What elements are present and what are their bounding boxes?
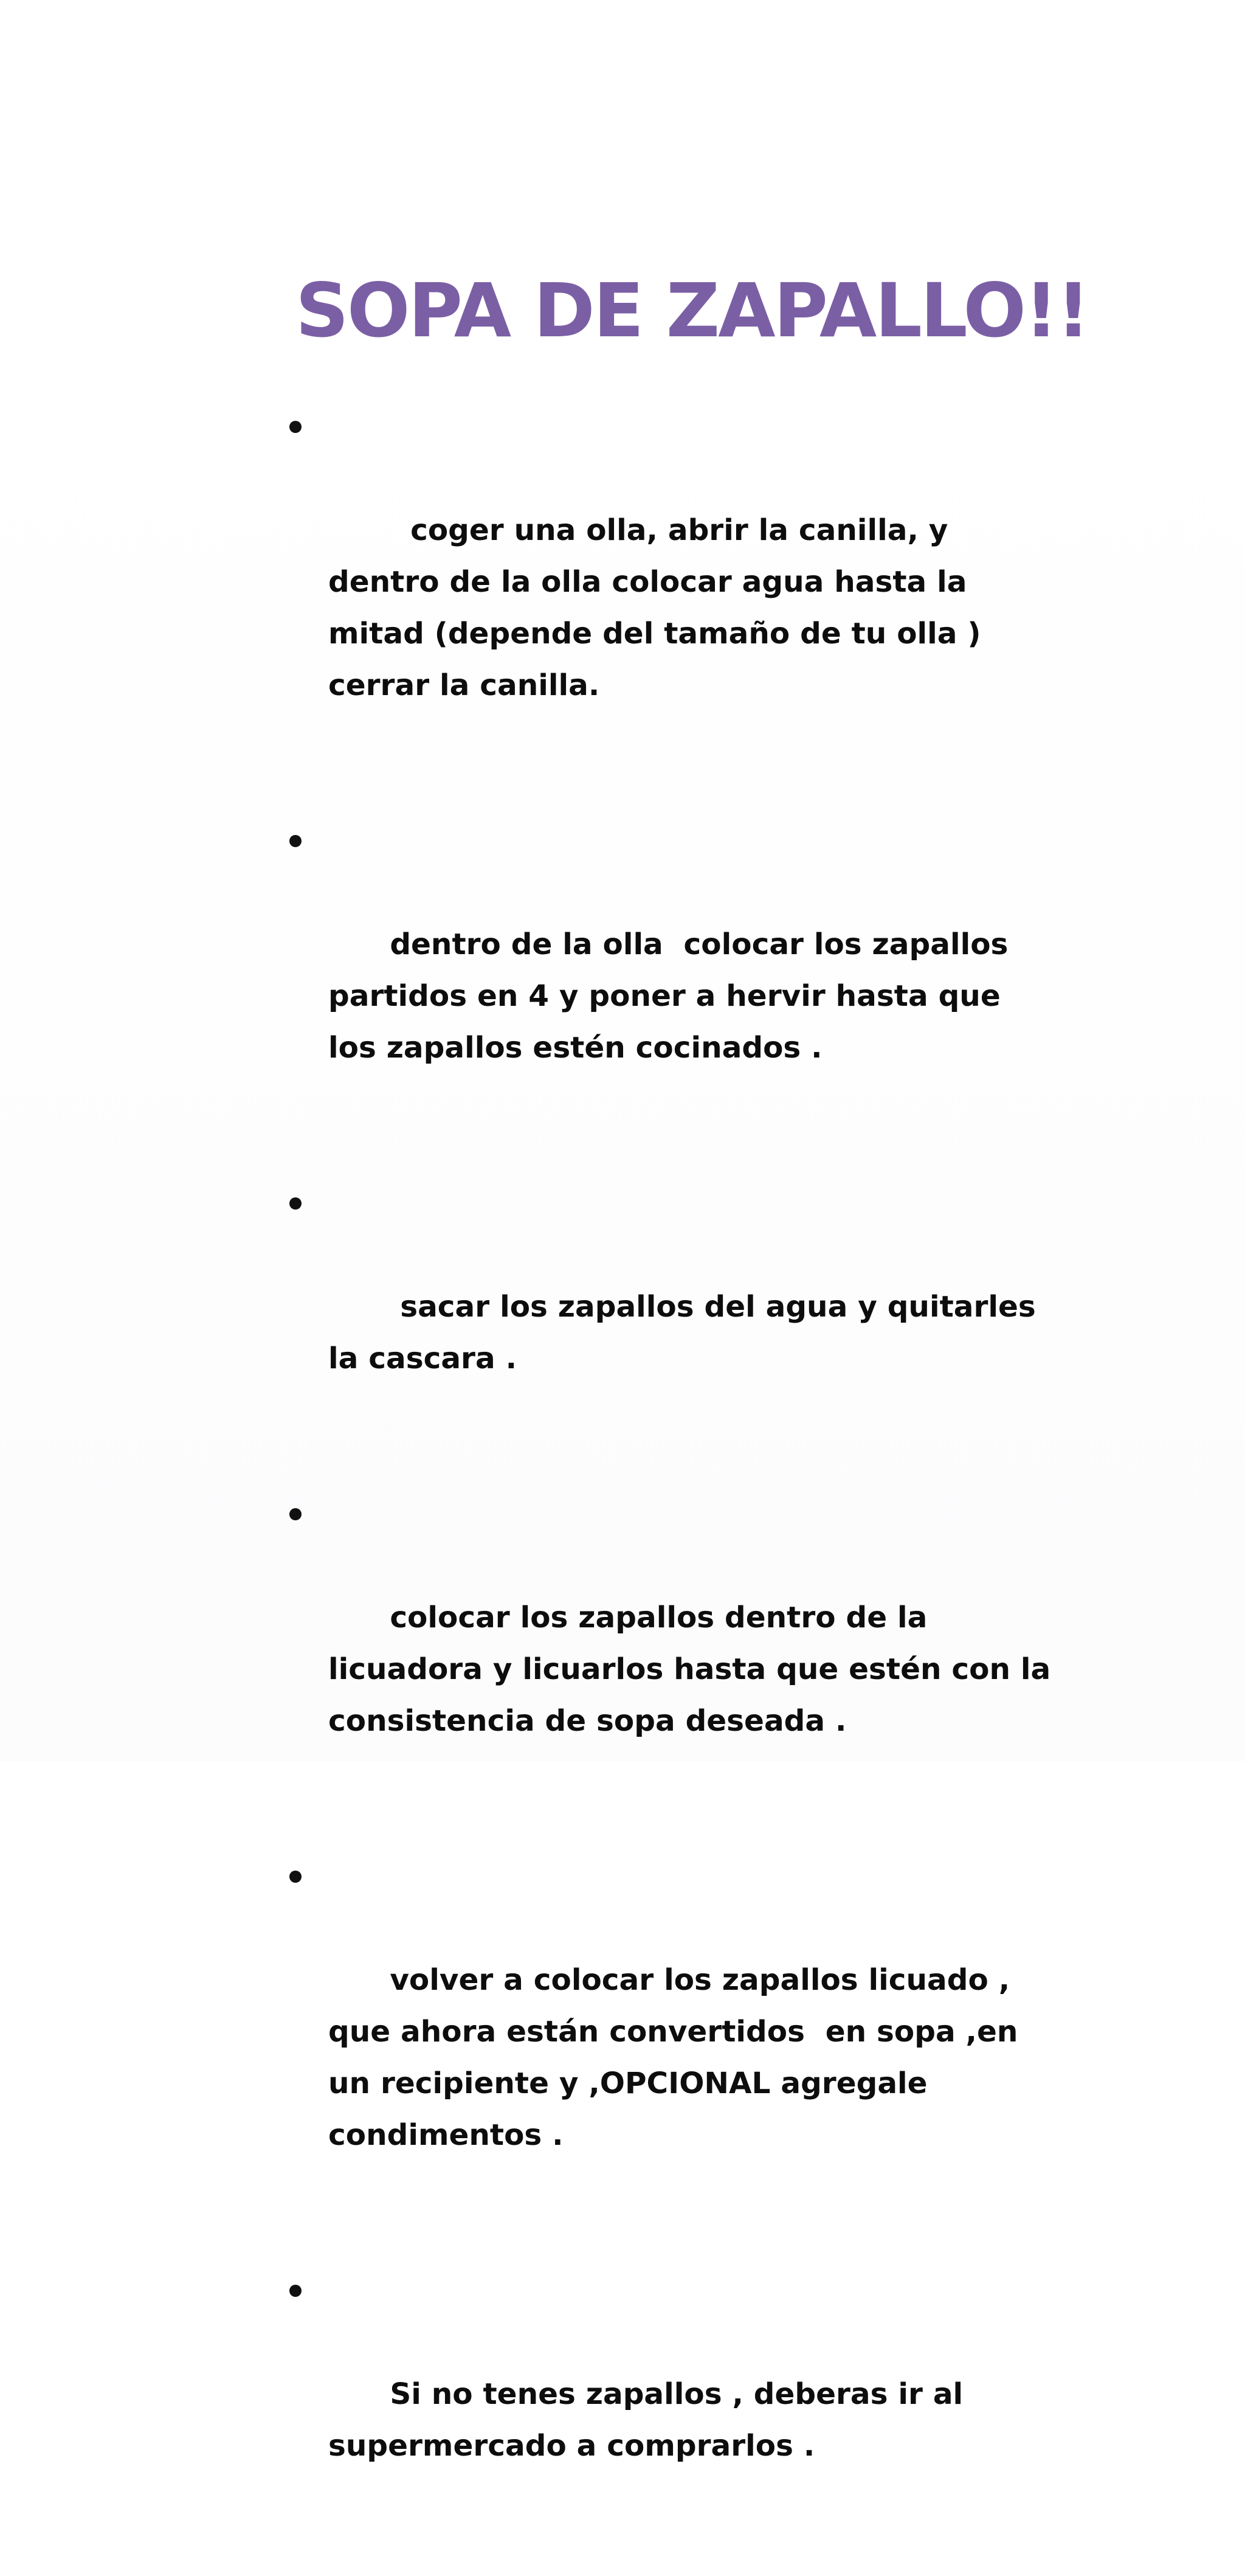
bullet-icon bbox=[289, 1871, 302, 1883]
list-item bbox=[289, 401, 1055, 763]
bullet-icon bbox=[289, 2285, 302, 2297]
step-text: volver a colocar los zapallos licuado , que ahora están convertidos en sopa ,en un recipiente y ,OPCIONAL agregale condimentos . bbox=[328, 1963, 1029, 2152]
page-title: SOPA DE ZAPALLO!! bbox=[295, 268, 1089, 354]
step-text: dentro de la olla colocar los zapallos partidos en 4 y poner a hervir hasta que los zapallos estén cocinados . bbox=[328, 927, 1019, 1065]
recipe-steps-list bbox=[289, 401, 1061, 2576]
bullet-icon bbox=[289, 835, 302, 847]
step-text: Si no tenes zapallos , deberas ir al supermercado a comprarlos . bbox=[328, 2377, 974, 2463]
step-text: colocar los zapallos dentro de la licuadora y licuarlos hasta que estén con la consistencia de sopa deseada . bbox=[328, 1601, 1061, 1738]
list-item bbox=[289, 815, 1055, 1126]
list-item bbox=[289, 1851, 1055, 2213]
bullet-icon bbox=[289, 1508, 302, 1520]
step-text: sacar los zapallos del agua y quitarles la cascara . bbox=[328, 1290, 1046, 1376]
step-text: coger una olla, abrir la canilla, y dentro de la olla colocar agua hasta la mitad (depende del tamaño de tu olla ) cerrar la canilla. bbox=[328, 513, 992, 702]
bullet-icon bbox=[289, 421, 302, 433]
bullet-icon bbox=[289, 1197, 302, 1210]
list-item bbox=[289, 1489, 1061, 1799]
list-item bbox=[289, 1178, 1055, 1436]
list-item bbox=[289, 2265, 1055, 2524]
